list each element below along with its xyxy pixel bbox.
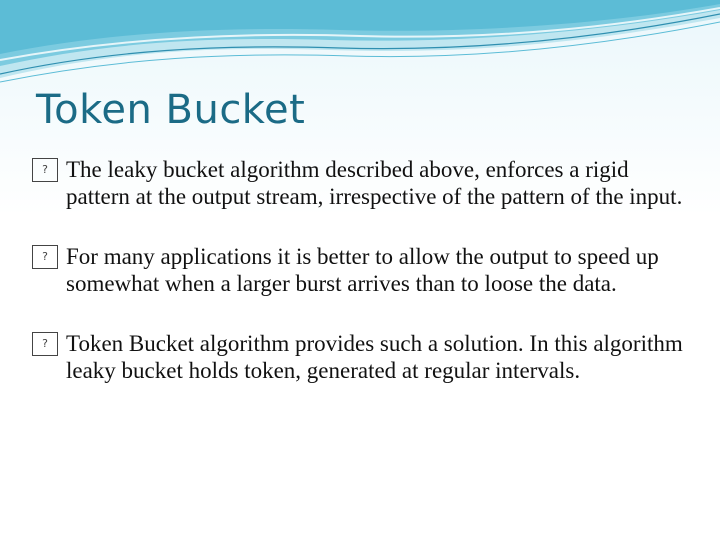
bullet-item — [32, 330, 692, 384]
missing-glyph-icon: ? — [32, 158, 58, 182]
missing-glyph-icon: ? — [32, 332, 58, 356]
slide-title: Token Bucket — [36, 87, 306, 133]
bullet-text: For many applications it is better to allow the output to speed up somewhat when a larger burst arrives than to loose the data. — [66, 244, 659, 296]
bullet-text: Token Bucket algorithm provides such a solution. In this algorithm leaky bucket holds token, generated at regular intervals. — [66, 331, 683, 383]
missing-glyph-icon: ? — [32, 245, 58, 269]
header-wave-decoration — [0, 0, 720, 90]
bullet-item — [32, 156, 692, 210]
bullet-list — [32, 156, 692, 417]
bullet-item — [32, 243, 692, 297]
bullet-text: The leaky bucket algorithm described above, enforces a rigid pattern at the output stream, irrespective of the pattern of the input. — [66, 157, 683, 209]
